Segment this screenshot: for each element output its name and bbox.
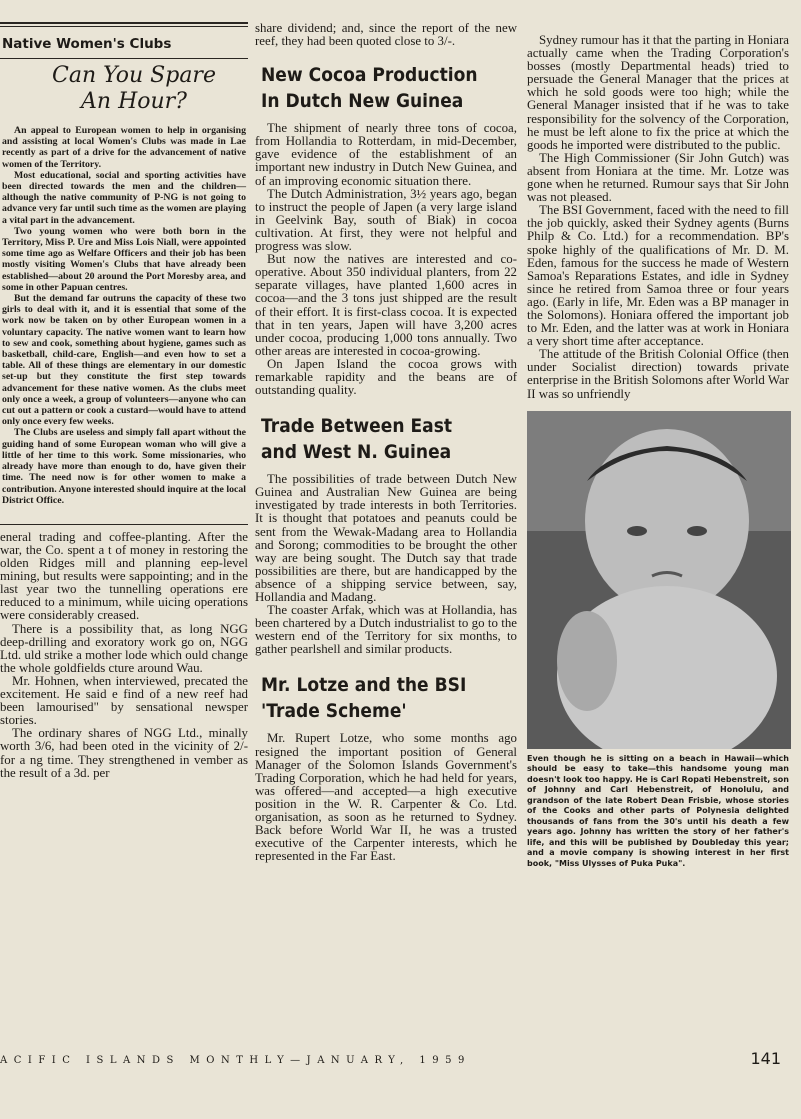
article-title-spare-an-hour: Can You Spare An Hour? xyxy=(52,63,216,114)
article-title-lotze: Mr. Lotze and the BSI 'Trade Scheme' xyxy=(261,674,467,723)
column-left xyxy=(0,0,248,780)
column-right xyxy=(527,0,789,869)
child-photo xyxy=(527,411,791,749)
article-body-spare-an-hour xyxy=(0,125,248,506)
column-middle xyxy=(255,0,517,863)
paragraph: The BSI Government, faced with the need to fill the job quickly, asked their Sydney agents (Burns Philp & Co. Ltd.) for a recommendation. BP's spoke highly of the qualifications of Mr. D. M. Eden, famous for the success he made of Western Samoa's Reparations Estates, and idle in Sydney since he retired from Samoa three or four years ago. (Early in life, Mr. Eden was a BP manager in the Solomons). Honiara offered the important job to Mr. Eden, and the latter was at work in Honiara a very short time after acceptance. xyxy=(527,203,789,349)
top-rule xyxy=(0,22,248,24)
paragraph: The possibilities of trade between Dutch New Guinea and Australian New Guinea are being investigated by trade interests in both Territories. It is thought that potatoes and peanuts could be sent from the Wewak-Madang area to Hollandia and Sorong; commodities to be brought the other way are being sought. The Dutch say that trade possibilities are there, but are handicapped by the absence of a shipping service between, say, Hollandia and Madang. xyxy=(255,472,517,604)
paragraph: But now the natives are interested and co-operative. About 350 individual planters, from 22 separate villages, have planted 1,600 acres in cocoa—and the 3 tons just shipped are the result of their effort. It is first-class cocoa. It is expected that in ten years, Japen will have 3,200 acres under cocoa, producing 1,000 tons annually. Two other areas are interested in cocoa-growing. xyxy=(255,252,517,358)
page-number: 141 xyxy=(750,1049,781,1068)
paragraph: On Japen Island the cocoa grows with remarkable rapidity and the beans are of outstanding quality. xyxy=(255,356,517,398)
paragraph: But the demand far outruns the capacity of these two girls to deal with it, and it is essential that some of the work now be taken on by other European women in a voluntary capacity. The native women want to learn how to sew and cook, something about hygiene, games such as basketball, child-care, English—and even how to set a table. All of these things are elementary in our domestic set-up but they constitute the first step towards advancement for these native women. As the clubs meet only once a week, a group of volunteers—anyone who can cut out a pattern or cook a custard—would have to attend only once every few weeks. xyxy=(2,293,246,428)
article-body-continued xyxy=(527,34,789,401)
paragraph: The coaster Arfak, which was at Hollandia, has been chartered by a Dutch industrialist to go to the western end of the Territory for six months, to gather pearlshell and similar products. xyxy=(255,603,517,657)
continued-text xyxy=(255,22,517,48)
page-footer xyxy=(0,1049,801,1079)
magazine-footer-title: ACIFIC ISLANDS MONTHLY—JANUARY, 1959 xyxy=(0,1055,471,1066)
child-on-beach-image xyxy=(527,411,791,749)
paragraph: The Dutch Administration, 3½ years ago, began to instruct the people of Japen (a very large island in Geelvink Bay, south of Biak) in cocoa cultivation. At first, they were not helpful and progress was slow. xyxy=(255,186,517,254)
section-label: Native Women's Clubs xyxy=(2,36,172,52)
article-body-trade xyxy=(255,473,517,656)
section-rule xyxy=(0,58,248,59)
paragraph: eneral trading and coffee-planting. After the war, the Co. spent a t of money in restoring the olden Ridges mill and planning eep-level mining, but results were sappointing; and in the last year two the tunnelling operations ere reduced to a minimum, while uicing operations were considerably creased. xyxy=(0,529,248,623)
article-title-trade: Trade Between East and West N. Guinea xyxy=(261,415,453,464)
article-divider xyxy=(0,524,248,525)
paragraph: The ordinary shares of NGG Ltd., minally worth 3/6, had been oted in the vicinity of 2/- for a ng time. They strengthened in vember as the result of a 3d. per xyxy=(0,726,248,780)
paragraph: Two young women who were both born in the Territory, Miss P. Ure and Miss Lois Niall, were appointed some time ago as Welfare Officers and their job has been mostly visiting Women's Clubs that have already been established—about 20 around the Port Moresby area, and some in other Papuan centres. xyxy=(2,225,246,293)
paragraph: The attitude of the British Colonial Office (then under Socialist direction) towards private enterprise in the British Solomons after World War II was so unfriendly xyxy=(527,347,790,401)
article-body-cocoa xyxy=(255,122,517,397)
paragraph: Most educational, social and sporting activities have been directed towards the men and the children—although the native community of P-NG is not going to advance very far until such time as the women are playing a vital part in the advancement. xyxy=(2,169,246,226)
paragraph: Sydney rumour has it that the parting in Honiara actually came when the Trading Corporation's bosses (mostly Departmental heads) tried to persuade the General Manager that the prices at which he sold goods were too high; while the General Manager insisted that if he was to take responsibility for the solvency of the Corporation, he must be left alone to fix the price at which the goods he imported were distributed to the public. xyxy=(527,33,789,152)
paragraph: The Clubs are useless and simply fall apart without the guiding hand of some European woman who will give a little of her time to this work. Some missionaries, who already have more than enough to do, have given their time. The need now is for other women to make a contribution. Anyone interested should inquire at the local District Office. xyxy=(2,427,246,506)
article-title-cocoa: New Cocoa Production In Dutch New Guinea xyxy=(261,64,478,113)
paragraph: Mr. Hohnen, when interviewed, precated the excitement. He said e find of a new reef had been lamourised" by sensational newsper stories. xyxy=(0,673,248,728)
paragraph: There is a possibility that, as long NGG deep-drilling and exoratory work go on, NGG Ltd. uld strike a mother lode which ould change the whole goldfields cture around Wau. xyxy=(0,621,248,675)
article-body-lotze xyxy=(255,732,517,863)
paragraph: An appeal to European women to help in organising and assisting at local Women's Clubs was made in Lae recently as part of a drive for the advancement of native women of the Territory. xyxy=(2,125,246,170)
photo-caption: Even though he is sitting on a beach in Hawaii—which should be easy to take—this handsome young man doesn't look too happy. He is Carl Ropati Hebenstreit, son of Johnny and Carl Hebenstreit, of Honolulu, and grandson of the late Robert Dean Frisbie, whose stories of the Cooks and other parts of Polynesia delighted thousands of fans from the 30's until his death a few years ago. Johnny has written the story of her father's life, and this will be published by Doubleday this year; and a movie company is showing interest in her first book, "Miss Ulysses of Puka Puka". xyxy=(527,753,789,868)
paragraph: share dividend; and, since the report of the new reef, they had been quoted close to 3/-. xyxy=(255,21,517,49)
continued-article-body xyxy=(0,531,248,780)
paragraph: Mr. Rupert Lotze, who some months ago resigned the important position of General Manager of the Solomon Islands Government's Trading Corporation, which he had held for years, was offered—and accepted—a high executive position in the W. R. Carpenter & Co. Ltd. organisation, as soon as he returned to Sydney. Back before World War II, he was a trusted executive of the Carpenter interests, which he represented in the Far East. xyxy=(255,731,517,864)
paragraph: The shipment of nearly three tons of cocoa, from Hollandia to Rotterdam, in mid-December, gave evidence of the establishment of an important new industry in Dutch New Guinea, and of an improving economic situation there. xyxy=(255,121,517,188)
top-rule-thin xyxy=(0,26,248,27)
paragraph: The High Commissioner (Sir John Gutch) was absent from Honiara at the time. Mr. Lotze was gone when he returned. Rumour says that Sir John was not pleased. xyxy=(527,150,789,205)
